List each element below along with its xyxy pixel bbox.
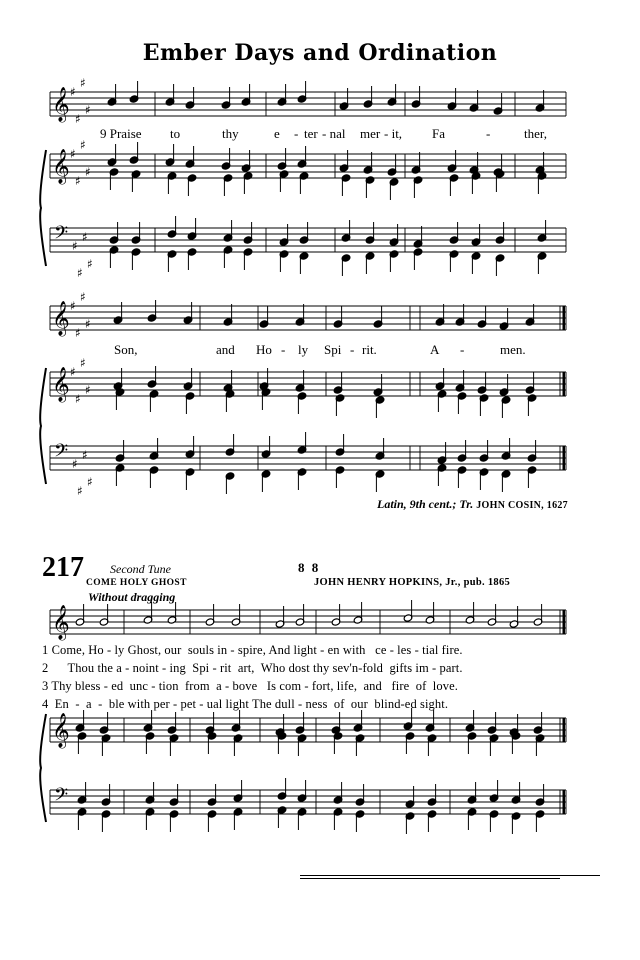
sharp-icon: ♯ [70,147,76,161]
lyric-syllable: Fa [432,126,445,141]
treble-clef-icon: 𝄞 [52,149,70,184]
lyric-syllable: ter [304,126,318,141]
bass-clef-icon: 𝄢 [54,223,69,248]
lyric-syllable: to [170,126,181,141]
hymn-number: 217 [42,552,84,583]
treble-clef-icon: 𝄞 [52,713,70,748]
sharp-icon: ♯ [77,484,83,498]
sharp-icon: ♯ [85,103,91,117]
lyric-syllable: A [430,342,440,357]
lyric-syllable: and [216,342,235,357]
final-barline [563,372,566,396]
treble-clef-icon: 𝄞 [52,87,70,122]
lyric-syllable: Son, [114,342,138,357]
sharp-icon: ♯ [72,457,78,471]
sharp-icon: ♯ [70,85,76,99]
lyric-syllable: mer [360,126,381,141]
verse-line: 3 Thy bless - ed unc - tion from a - bove Is com - fort, life, and fire of love. [42,679,458,693]
lyric-syllable: Ho [256,342,272,357]
final-barline [563,446,566,470]
verse-line: 1 Come, Ho - ly Ghost, our souls in - spire, And light - en with ce - les - tial fire. [42,643,463,657]
treble-clef-icon: 𝄞 [52,605,70,640]
bass-clef-icon: 𝄢 [54,785,69,810]
treble-clef-icon: 𝄞 [52,367,70,402]
lyric-syllable: - [486,126,491,141]
sharp-icon: ♯ [87,257,93,271]
lyric-syllable: men. [500,342,526,357]
lyric-syllable: - [460,342,465,357]
sharp-icon: ♯ [70,299,76,313]
tune-name: COME HOLY GHOST [86,578,187,588]
sharp-icon: ♯ [75,392,81,406]
brace-icon [40,368,46,484]
credit-translator: JOHN COSIN, 1627 [476,500,568,511]
footer-rule [300,875,600,876]
sharp-icon: ♯ [80,290,86,304]
sharp-icon: ♯ [75,326,81,340]
bass-clef-icon: 𝄢 [54,441,69,466]
lyric-syllable: - [350,342,355,357]
final-barline [563,610,566,634]
sharp-icon: ♯ [85,165,91,179]
verse-line: 4 En - a - ble with per - pet - ual light The dull - ness of our blind-ed sight. [42,697,449,711]
hymn-meter: 8 8 [298,560,321,575]
tempo-marking: Without dragging [88,590,176,604]
brace-icon [40,150,46,266]
sharp-icon: ♯ [82,230,88,244]
verse-line: 2 Thou the a - noint - ing Spi - rit art, Who dost thy sev'n-fold gifts im - part. [42,661,463,675]
sharp-icon: ♯ [87,475,93,489]
lyric-syllable: thy [222,126,239,141]
footer-rule [300,878,560,879]
sharp-icon: ♯ [85,317,91,331]
lyric-syllable: - nal [322,126,346,141]
sharp-icon: ♯ [80,356,86,370]
sharp-icon: ♯ [75,174,81,188]
lyric-syllable: Spi [324,342,342,357]
brace-icon [40,714,46,822]
sharp-icon: ♯ [80,138,86,152]
attribution-credit [377,497,568,512]
sharp-icon: ♯ [70,365,76,379]
sharp-icon: ♯ [82,448,88,462]
lyric-syllable: 9 Praise [100,126,142,141]
lyric-syllable: - [294,126,299,141]
sharp-icon: ♯ [75,112,81,126]
lyric-syllable: - [281,342,286,357]
hymn-subtitle: Second Tune [110,562,171,576]
lyric-syllable: e [274,126,280,141]
sharp-icon: ♯ [77,266,83,280]
treble-clef-icon: 𝄞 [52,301,70,336]
page-title: Ember Days and Ordination [142,40,498,66]
sharp-icon: ♯ [72,239,78,253]
final-barline [563,790,566,814]
composer-credit: JOHN HENRY HOPKINS, Jr., pub. 1865 [314,577,511,588]
lyric-syllable: ly [298,342,309,357]
sharp-icon: ♯ [85,383,91,397]
final-barline [563,718,566,742]
lyric-syllable: ther, [524,126,547,141]
credit-source: Latin, 9th cent.; Tr. [377,497,474,511]
final-barline [563,306,566,330]
sharp-icon: ♯ [80,76,86,90]
lyric-syllable: rit. [362,342,377,357]
lyric-syllable: - it, [384,126,403,141]
